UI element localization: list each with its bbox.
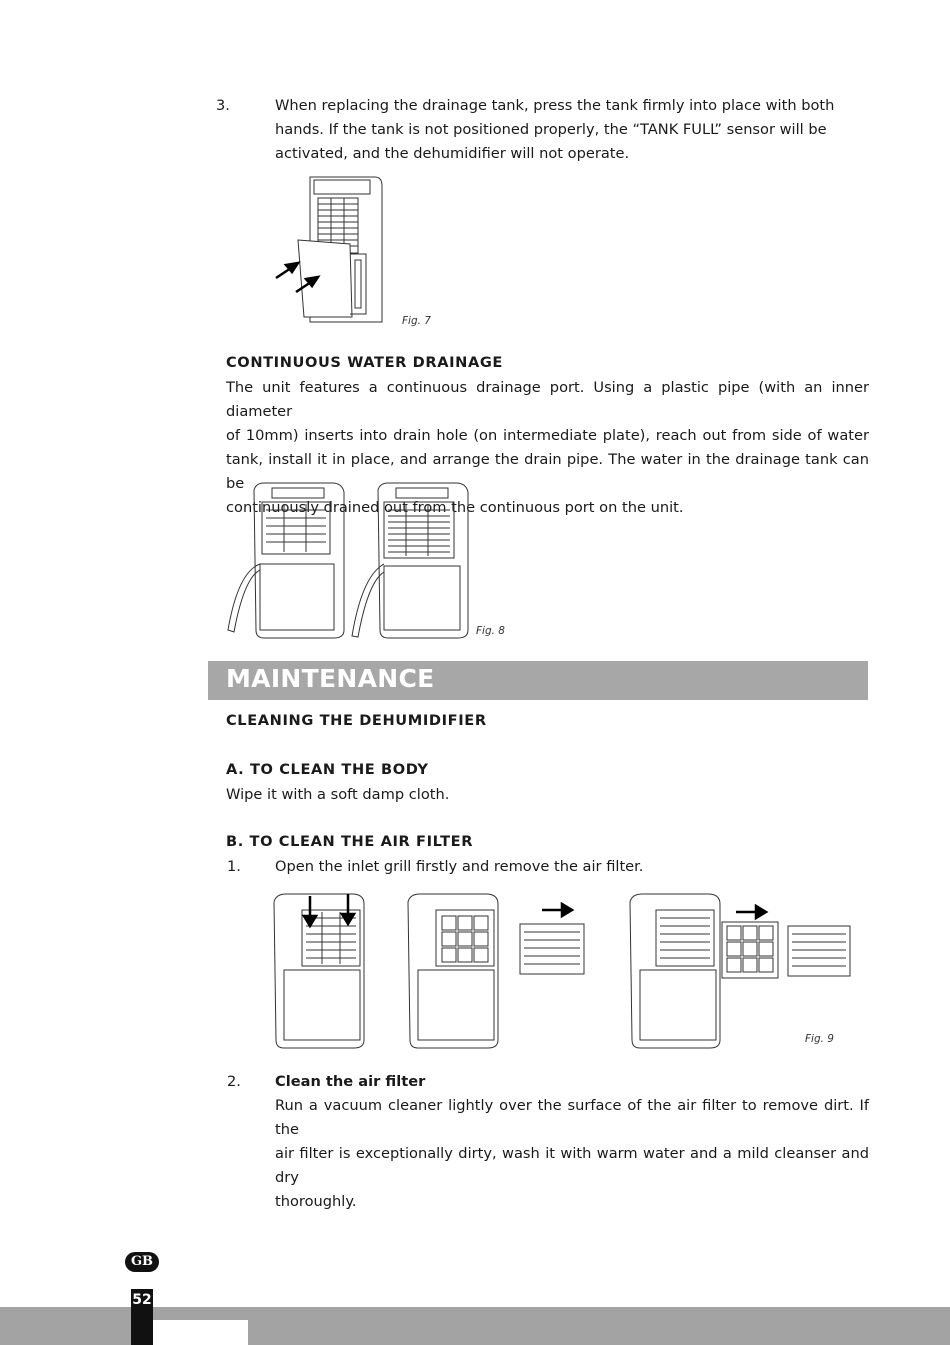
step-3-line: When replacing the drainage tank, press the tank firmly into place with both: [275, 97, 835, 114]
step-3-line: hands. If the tank is not positioned properly, the “TANK FULL” sensor will be: [275, 121, 827, 138]
step-3-line: activated, and the dehumidifier will not operate.: [275, 145, 630, 162]
step-2-line: Run a vacuum cleaner lightly over the surface of the air filter to remove dirt. If the: [275, 1097, 869, 1138]
cleaning-heading: CLEANING THE DEHUMIDIFIER: [226, 712, 487, 729]
step-2-text: [275, 1094, 869, 1214]
drainage-line: continuously drained out from the continuous port on the unit.: [226, 499, 684, 516]
fig8-illustration: [224, 480, 472, 642]
page-number: 52: [132, 1292, 152, 1308]
drainage-line: of 10mm) inserts into drain hole (on intermediate plate), reach out from side of water: [226, 427, 869, 444]
fig9-caption: Fig. 9: [805, 1033, 834, 1045]
step-1-text: Open the inlet grill firstly and remove the air filter.: [275, 858, 644, 875]
clean-filter-heading: B. TO CLEAN THE AIR FILTER: [226, 833, 474, 850]
maintenance-banner: [208, 661, 868, 700]
drainage-heading: CONTINUOUS WATER DRAINAGE: [226, 354, 504, 371]
step-2-number: 2.: [227, 1073, 241, 1090]
fig9-illustration: [272, 890, 857, 1052]
fig8-caption: Fig. 8: [476, 625, 505, 637]
step-2-line: air filter is exceptionally dirty, wash it with warm water and a mild cleanser and dry: [275, 1145, 869, 1186]
clean-body-text: Wipe it with a soft damp cloth.: [226, 786, 450, 803]
maintenance-title: MAINTENANCE: [226, 664, 435, 693]
fig7-caption: Fig. 7: [402, 315, 431, 327]
footer-white-block: [153, 1320, 248, 1345]
language-badge: GB: [125, 1252, 159, 1272]
step-1-number: 1.: [227, 858, 241, 875]
step-2-line: thoroughly.: [275, 1193, 357, 1210]
step-3-number: 3.: [216, 97, 230, 114]
step-2-title: Clean the air filter: [275, 1073, 426, 1090]
drainage-line: The unit features a continuous drainage port. Using a plastic pipe (with an inner diameter: [226, 379, 869, 420]
clean-body-heading: A. TO CLEAN THE BODY: [226, 761, 429, 778]
drainage-line: tank, install it in place, and arrange the drain pipe. The water in the drainage tank can be: [226, 451, 869, 492]
fig7-illustration: [270, 172, 390, 337]
step-3-text: [275, 94, 869, 166]
